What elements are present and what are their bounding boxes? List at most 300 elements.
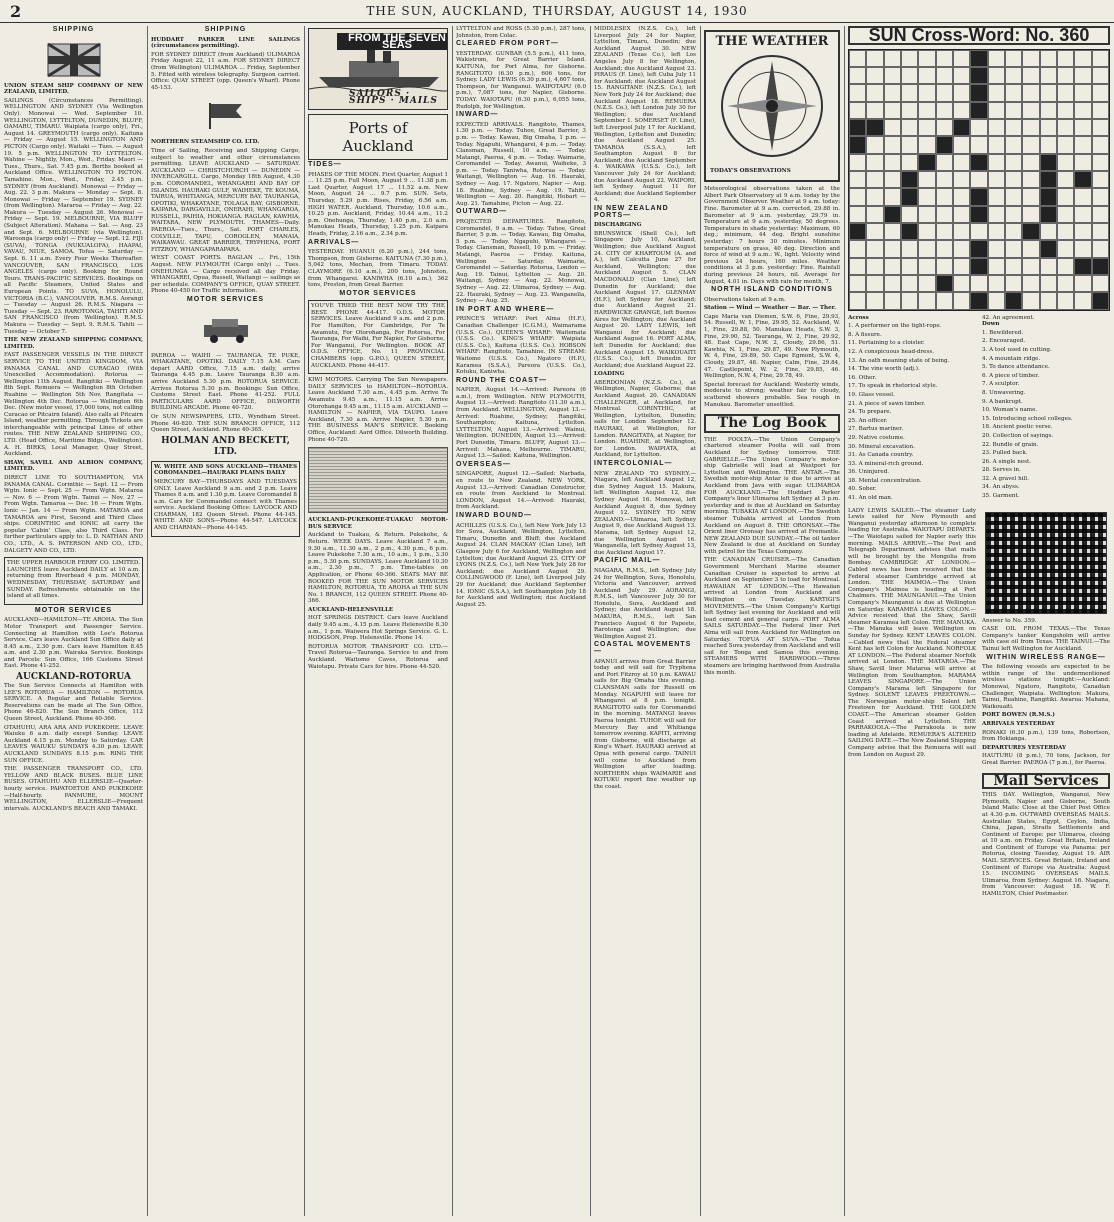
crossword-clue: 31. As Canada country. bbox=[848, 452, 914, 459]
crossword-cell bbox=[884, 67, 901, 84]
crossword-cell bbox=[1022, 206, 1039, 223]
article-text: YESTERDAY. GUNBAR (5.5 p.m.), 411 tons, Wakistrom, for Great Barrier Island. KAITUNA, for Port Alma, for Gisborne. RANGITOTO (6.30 p.m.), 606 tons, for Sydney. LADY LEWIS (6.30 p.m.), 4,607 tons, Thompson, for Wanganui. WAIPOTAPU (6.0 p.m.), 7,087 tons, for Napier, Gisborne. TODAY. WAIOTAPU (6.30 p.m.), 6,055 tons, Rudolph, for Wellington. bbox=[456, 50, 586, 110]
crossword-cell bbox=[988, 171, 1005, 188]
article-text: FAST PASSENGER VESSELS IN THE DIRECT SERVICE TO THE UNITED KINGDOM, VIA PANAMA CANAL AND CURACAO (With Unexcelled Accommodation). Rotorua — Wellington 11th August. Rangitiki — Wellington 8th Sept. Remuera — Wellington 8th October. Ruahine — Wellington 5th Nov. Rangitata — Wellington 4th Dec. Rotorua — Wellington 6th Dec. (New motor vessel, 17,000 tons, not calling Curacao or Pitcairn Island). Also calls at Pitcairn Island, weather permitting. Through Tickets are interchangeable with principal Lines of other routes. THE NEW ZEALAND SHIPPING CO., LTD. (Head Office, Maritime Bldgs., Wellington). A. H. BIRKS, Local Manager, Quay Street, Auckland. bbox=[4, 352, 143, 458]
crossword-cell bbox=[866, 258, 883, 275]
crossword-clue: 6. A piece of timber. bbox=[982, 372, 1040, 379]
down-clues bbox=[982, 330, 1110, 500]
section-heading: INWARD— bbox=[456, 111, 499, 119]
crossword-cell bbox=[936, 171, 953, 188]
crossword-cell bbox=[1092, 84, 1109, 101]
column-rule bbox=[304, 26, 305, 1216]
crossword-cell bbox=[849, 206, 866, 223]
crossword-cell bbox=[936, 154, 953, 171]
crossword-cell bbox=[866, 67, 883, 84]
crossword-cell bbox=[918, 223, 935, 240]
crossword-cell bbox=[988, 188, 1005, 205]
crossword-clue: 34. An abyss. bbox=[982, 484, 1020, 491]
crossword-cell bbox=[1074, 84, 1091, 101]
crossword-cell bbox=[936, 119, 953, 136]
crossword-cell bbox=[953, 258, 970, 275]
crossword-cell bbox=[953, 188, 970, 205]
crossword-cell bbox=[1005, 84, 1022, 101]
crossword-cell bbox=[918, 50, 935, 67]
masthead bbox=[0, 0, 1114, 23]
crossword-cell bbox=[936, 136, 953, 153]
column-rule bbox=[147, 26, 148, 1216]
weather-dial-icon bbox=[717, 51, 827, 161]
crossword-cell bbox=[1057, 50, 1074, 67]
crossword-clue: 19. Glass vessel. bbox=[848, 391, 895, 398]
crossword-cell bbox=[901, 275, 918, 292]
crossword-cell bbox=[1074, 258, 1091, 275]
crossword-cell bbox=[1005, 136, 1022, 153]
article-text: Meteorological observations taken at the Albert Park Observatory at 9 a.m. today by the Government Observer. Weather at 9 a.m. today: Fine. Barometer at 9 a.m. corrected, 29.88 in. Barometer at 9 a.m. yesterday, 29.79 in. Temperature at 9 a.m. yesterday, 50 degrees. Temperature in shade yesterday: Maximum, 60 deg.; minimum, 44 deg. Bright sunshine yesterday: 7 hours 30 minutes. Minimum temperature on grass, 40 deg. Direction and force of wind at 9 a.m.: W., light. Velocity wind previous 24 hours, 160 miles. Weather conditions at 3 p.m. yesterday: Fine. Rainfall during previous 24 hours, nil. Average for August, 4.01 in. Days with rain for month, 7. bbox=[704, 186, 840, 285]
crossword-cell bbox=[901, 67, 918, 84]
weather-box bbox=[704, 30, 840, 182]
crossword-cell bbox=[970, 206, 987, 223]
crossword-cell bbox=[970, 223, 987, 240]
section-heading: COASTAL MOVEMENTS— bbox=[594, 641, 692, 656]
article-text: NAPIER, August 14.—Arrived: Pareora (6 a.m.), from Wellington. NEW PLYMOUTH, August 13.—Arrived: Rangitoto (11.30 a.m.), from Auckland. WELLINGTON, August 13.—Arrived: Ruahine, Sydney; Rangitiki, Southampton; Kaituna, Lyttelton. LYTTELTON, August 13.—Arrived: Wainui, Wellington. DUNEDIN, August 13.—Arrived: Port Dunedin, Timaru. BLUFF, August 13.—Arrived: Mahana, Melbourne. TIMARU, August 13.—Sailed: Kaituna, Wellington. bbox=[456, 387, 586, 460]
crossword-cell bbox=[936, 258, 953, 275]
article-text: SINGAPORE, August 12.—Sailed: Narbada, en route to New Zealand. NEW YORK, August 13.—Arrived: Canadian Constructor, en route from Auckland to Montreal. LONDON, August 14.—Arrived: Hauraki, from Auckland. bbox=[456, 471, 586, 511]
article-text: SAILINGS (Circumstances Permitting). WELLINGTON AND SYDNEY (Via Wellington Only). Monowai — Wed. September 10. WELLINGTON, LYTTELTON, DUNEDIN, BLUFF, OAMARU, TIMARU. Waipiata (cargo only), Fri., August 14. GREYMOUTH (cargo only). Kaituna — Friday — August 15. WELLINGTON AND PICTON (Cargo only). Waitaki — Tues. — August 19. 5 p.m. WELLINGTON TO LYTTELTON. Wahine — Nightly, Mon., Wed., Friday. Maori — Tues., Thurs., Sat. 7.45 p.m. Berths booked at Auckland Office. WELLINGTON TO PICTON. Tamahine. Mon., Wed., Friday, 2.45 p.m. SYDNEY (from Auckland). Monowai — Friday — Aug. 22. 3 p.m. Makura — Monday — Sept. 8. Monowai — Friday — September 19. SYDNEY (from Wellington). Mararoa — Friday — Aug. 22. Makura — Tuesday — August 26. Monowai — Friday — Sept. 19. MELBOURNE, VIA BLUFF (Subject Alteration). Mahana — Sat. — Aug. 23 and Sept. 6. MELBOURNE (via Wellington). Waroonga (cargo only) — Friday — Sept. 12. FIJI (SUVA), TONGA (NUKUALOFA), HAAPAI, VAVAU, NIUE, SAMOA. Tofua — Saturday — Sept. 6. 11 a.m. Every Four Weeks Thereafter. VANCOUVER, SAN FRANCISCO, LOS ANGELES (cargo only). Booking for Round Tours. TRANS-PACIFIC SERVICES. Bookings on all Pacific Steamers, United States and European Points. TO SUVA, HONOLULU, VICTORIA (B.C.), VANCOUVER. R.M.S. Aorangi — Tuesday — August 26. R.M.S. Niagara — Tuesday — Sept. 23. RAROTONGA, TAHITI AND SAN FRANCISCO (from Wellington). R.M.S. Makura — Tuesday — Sept. 9. R.M.S. Tahiti — Tuesday — October 7. bbox=[4, 97, 143, 335]
crossword-clue: 38. Mental concentration. bbox=[848, 477, 922, 484]
crossword-cell bbox=[936, 240, 953, 257]
crossword-clue: 1. Bewildered. bbox=[982, 329, 1024, 336]
crossword-cell bbox=[1092, 206, 1109, 223]
section-heading: INTERCOLONIAL— bbox=[594, 460, 673, 467]
article-text: THE CANADIAN CRUISER.—The Canadian Government Merchant Marine steamer Canadian Cruiser is expected to arrive at Auckland on September 3 to load for Montreal. HAWAIIAN AT LONDON.—The Hawaiian arrived at London from Auckland and Wellington on Tuesday. KARTIGI'S MOVEMENTS.—The Union Company's Kartigi left Sydney last evening for Auckland and will load cement and general cargo. PORT ALMA SAILS SATURDAY.—The Federal liner Port Alma will sail from Auckland for Wellington on Saturday. TOFUA AT SUVA.—The Tofua reached Suva yesterday from Auckland and will sail for Tonga and Samoa this evening. STEAMERS WITH HARDWOOD.—Three steamers are bringing hardwood from Australia this month. bbox=[704, 557, 840, 676]
section-heading: IN NEW ZEALAND PORTS— bbox=[594, 205, 669, 219]
company-name: HUDDART PARKER LINE SAILINGS (circumstances permitting). bbox=[151, 36, 300, 50]
crossword-cell bbox=[918, 188, 935, 205]
crossword-clue: 23. Pulled back. bbox=[982, 450, 1028, 457]
crossword-cell bbox=[1005, 206, 1022, 223]
crossword-cell bbox=[1074, 67, 1091, 84]
article-text: LYTTELTON and ROSS (5.30 p.m.), 287 tons, Johnston, from Colac. bbox=[456, 26, 586, 39]
section-heading: MOTOR SERVICES bbox=[339, 289, 417, 297]
sub-heading: TODAY'S OBSERVATIONS bbox=[710, 167, 791, 174]
crossword-cell bbox=[1092, 154, 1109, 171]
crossword-cell bbox=[849, 292, 866, 309]
column-2 bbox=[151, 26, 300, 1218]
crossword-cell bbox=[918, 171, 935, 188]
crossword-cell bbox=[1005, 119, 1022, 136]
clue-heading: Down bbox=[982, 321, 1000, 328]
crossword-cell bbox=[1092, 223, 1109, 240]
crossword-cell bbox=[970, 67, 987, 84]
crossword-cell bbox=[1022, 171, 1039, 188]
crossword-cell bbox=[849, 102, 866, 119]
crossword-cell bbox=[1092, 275, 1109, 292]
crossword-cell bbox=[970, 258, 987, 275]
crossword-cell bbox=[849, 223, 866, 240]
answer-and-mail bbox=[982, 508, 1110, 900]
article-text: RONAKI (6.30 p.m.), 139 tons, Robertson, from Hokianga. bbox=[982, 729, 1110, 743]
crossword-cell bbox=[1092, 136, 1109, 153]
section-heading: ARRIVALS— bbox=[308, 238, 360, 246]
white-sons-ad bbox=[151, 461, 300, 537]
crossword-cell bbox=[953, 223, 970, 240]
crossword-cell bbox=[866, 119, 883, 136]
crossword-cell bbox=[884, 240, 901, 257]
crossword-cell bbox=[1057, 67, 1074, 84]
section-heading: IN PORT AND WHERE— bbox=[456, 305, 555, 313]
crossword-cell bbox=[1092, 292, 1109, 309]
article-text: HAUTURU (8 p.m.), 70 tons, Jackson, for Great Barrier. PAEROA (7 p.m.), for Paeroa. bbox=[982, 753, 1110, 766]
crossword-clue: 5. To dance attendance. bbox=[982, 364, 1050, 371]
crossword-clue: 29. Native costume. bbox=[848, 434, 905, 441]
crossword-cell bbox=[1040, 154, 1057, 171]
crossword-cell bbox=[1074, 275, 1091, 292]
crossword-cell bbox=[1057, 206, 1074, 223]
article-text: OTAHUHU, ARA ARA AND PUKEKOHE. LEAVE Waiuku 6 a.m. daily except Sunday. LEAVE Auckland 4.15 p.m. Monday to Saturday. CAR LEAVES WAIUKU SUNDAYS 4.30 p.m. LEAVE AUCKLAND SUNDAYS 8.15 p.m. RING THE SUN OFFICE. bbox=[4, 724, 143, 764]
crossword-cell bbox=[970, 136, 987, 153]
crossword-clue: 20. Collection of sayings. bbox=[982, 432, 1054, 439]
mail-services-title: Mail Services bbox=[982, 773, 1110, 790]
crossword-clue: 41. An old man. bbox=[848, 495, 893, 502]
crossword-cell bbox=[1092, 102, 1109, 119]
crossword-clue: 35. Garment. bbox=[982, 493, 1020, 500]
crossword-cell bbox=[1040, 206, 1057, 223]
article-text: Special forecast for Auckland: Westerly winds, moderate to strong; weather fair to cloudy, scattered showers probable. Sea rough in Manukau. Barometer unsettled. bbox=[704, 381, 840, 408]
column-rule bbox=[844, 26, 845, 1216]
crossword-cell bbox=[970, 240, 987, 257]
article-text: BRUNSWICK (Shell Co.), left Singapore July 10, Auckland, Wellington; due Auckland August 24. CITY OF KHARTOUM (A. and A.), left Calcutta June 27 for Auckland, Wellington; due Auckland August 5. CLAN MACDONALD (Clan Line), left Dunedin for Auckland; due Auckland August 17. GLENMAY (H.F.), left Sydney for Auckland; due Auckland August 21. HARDWICKE GRANGE, left Buenos Aires for Wellington; due Auckland August 20. LADY LEWIS, left Wanganui for Auckland; due Auckland August 16. PORT ALMA, left Dunedin for Auckland; due Auckland August 15. WAIKOUAITI (U.S.S. Co.), left Dunedin for Auckland; due Auckland August 22. bbox=[594, 230, 696, 369]
article-text: HOT SPRINGS DISTRICT. Cars leave Auckland daily 9.45 a.m., 4.15 p.m. Leave Helensville 8.30 a.m., 1 p.m. Waiwera Hot Springs Service. G. L. HODGSON, Prop. Helensville. Phone 14. bbox=[308, 615, 448, 642]
crossword-cell bbox=[901, 240, 918, 257]
article-text: MIDDLESEX (N.Z.S. Co.), left Liverpool July 24 for Napier, Lyttelton, Timaru, Dunedin; due Auckland August 30. NEW ZEALAND (Texas Co.), left Los Angeles July 8 for Wellington, Auckland; due Auckland August 23. PIRAUS (F. Line), left Cuba July 11 for Auckland; due Auckland August 15. RANGITANE (N.Z.S. Co.), left New York July 24 for Auckland; due Auckland August 18. REMUERA (N.Z.S. Co.), left London July 30 for Wellington; due Auckland September 1. SOMERSET (F. Line), left Liverpool July 17 for Auckland, Wellington, Lyttelton and Dunedin; due Auckland August 25. TAMAROA (S.S.A.), left Southampton August 8 for Auckland; due Auckland September 4. WAIKAWA (U.S.S. Co.), left Vancouver July 24 for Auckland; due Auckland August 22. WAIPORI, left Sydney August 11 for Auckland; due Auckland September 4. bbox=[594, 26, 696, 204]
crossword-cell bbox=[901, 258, 918, 275]
crossword-cell bbox=[918, 240, 935, 257]
crossword-clue: 25. An officer. bbox=[848, 417, 888, 424]
crossword-cell bbox=[866, 188, 883, 205]
crossword-cell bbox=[866, 50, 883, 67]
crossword-cell bbox=[1057, 171, 1074, 188]
crossword-cell bbox=[1040, 84, 1057, 101]
crossword-cell bbox=[988, 102, 1005, 119]
article-text: ABERDONIAN (N.Z.S. Co.), at Wellington, Napier, Gisborne; due Auckland August 20. CANADIAN CHALLENGER, at Auckland, for Montreal. CORINTHIC, at Wellington, Lyttelton, Dunedin; sails for London September 12. HAURAKI, at Wellington, for London. RANGITATA, at Napier, for London. RUAHINE, at Wellington, for London. WAIPIATA, at Auckland, for Lyttelton. bbox=[594, 379, 696, 459]
crossword-cell bbox=[1040, 50, 1057, 67]
crossword-cell bbox=[1074, 223, 1091, 240]
ad-title: W. WHITE AND SONS AUCKLAND—THAMES COROMANDEL—HAURAKI PLAINS DAILY bbox=[154, 463, 297, 477]
newspaper-title: THE SUN, AUCKLAND, THURSDAY, AUGUST 14, 1930 bbox=[366, 4, 748, 18]
company-name: SHAW, SAVILL AND ALBION COMPANY, LIMITED. bbox=[4, 459, 143, 473]
crossword-cell bbox=[901, 84, 918, 101]
sub-heading: ARRIVALS YESTERDAY bbox=[982, 720, 1055, 727]
crossword-cell bbox=[1092, 171, 1109, 188]
crossword-cell bbox=[953, 102, 970, 119]
crossword-cell bbox=[866, 102, 883, 119]
crossword-cell bbox=[1074, 188, 1091, 205]
crossword-cell bbox=[884, 171, 901, 188]
crossword-cell bbox=[1005, 292, 1022, 309]
crossword-cell bbox=[1040, 188, 1057, 205]
article-text: PAEROA — WAIHI — TAURANGA. TE PUKE, WHAKATANE, OPOTIKI. DAILY 7.15 A.M. Cars depart AARD Office, 7.15 a.m. daily, arrive Tauranga 4.45 p.m. Leave Tauranga 8.30 a.m. arrive Auckland 5.30 p.m. ROTORUA SERVICE. Arrives Rotorua 5.30 p.m. Bookings: Sun Office, Customs Street East. Phone 41-252. FULL PARTICULARS AARD OFFICE, DILWORTH BUILDING ARCADE. Phone 40-720. bbox=[151, 352, 300, 412]
column-1 bbox=[4, 26, 143, 1218]
company-flag-icon bbox=[4, 37, 143, 83]
crossword-cell bbox=[953, 67, 970, 84]
crossword-cell bbox=[884, 258, 901, 275]
crossword-cell bbox=[1022, 119, 1039, 136]
column-6 bbox=[704, 26, 840, 1218]
crossword-cell bbox=[918, 119, 935, 136]
crossword-cell bbox=[1074, 154, 1091, 171]
crossword-cell bbox=[1040, 102, 1057, 119]
crossword-cell bbox=[918, 275, 935, 292]
crossword-clue: 16. Other. bbox=[848, 374, 877, 381]
crossword-cell bbox=[1022, 154, 1039, 171]
crossword-cell bbox=[849, 188, 866, 205]
seven-seas-banner bbox=[308, 28, 448, 110]
crossword-cell bbox=[884, 206, 901, 223]
crossword-cell bbox=[1040, 119, 1057, 136]
column-4 bbox=[456, 26, 586, 1218]
crossword-cell bbox=[988, 258, 1005, 275]
crossword-cell bbox=[953, 84, 970, 101]
crossword-clue: 10. Woman's name. bbox=[982, 407, 1038, 414]
crossword-answer-grid bbox=[985, 512, 1107, 614]
crossword-clue: 12. A conspicuous head-dress. bbox=[848, 348, 934, 355]
crossword-cell bbox=[988, 223, 1005, 240]
crossword-cell bbox=[901, 292, 918, 309]
crossword-cell bbox=[901, 188, 918, 205]
crossword-cell bbox=[1057, 292, 1074, 309]
crossword-cell bbox=[953, 171, 970, 188]
article-text: Observations taken at 9 a.m. bbox=[704, 296, 786, 303]
article-text: PRINCE'S WHARF: Port Alma (H.F.), Canadian Challenger (C.G.M.), Waimarama (U.S.S. Co.). QUEEN'S WHARF: Waitemata (U.S.S. Co.). KING'S WHARF: Waipiata (U.S.S. Co.), Kaituna (U.S.S. Co.). HOBSON WHARF: Rangitoto, Tamahine. IN STREAM: Waitomo (U.S.S. Co.), Ngatoro (H.P.), Karamea (S.S.A.), Pareora (U.S.S. Co.), Kotuku, Kaniwha. bbox=[456, 316, 586, 376]
article-text: ACHILLES (U.S.S. Co.), left New York July 13 for Suva, Auckland, Wellington, Lyttelton, Timaru, Dunedin and Bluff; due Auckland August 24. CLAN MACKAY (Clan Line), left Glasgow July 6 for Auckland, Wellington and Lyttelton; due Auckland August 23. CITY OF LYONS (N.Z.S. Co.), left New York July 28 for Auckland; due Auckland August 29. COLLINGWOOD (F. Line), left Liverpool July 29 for Auckland; due Auckland September 14. IONIC (S.S.A.), left Southampton July 18 for Auckland and Wellington; due Auckland August 25. bbox=[456, 522, 586, 608]
article-text: YESTERDAY. HUANUI (6.20 p.m.), 244 tons, Thompson, from Gisborne. KAITUNA (7.30 p.m.), 5,042 tons, Mechan, from Timaru. TODAY. CLAYMORE (6.10 a.m.), 200 tons, Johnston, from Whangarei. KANIWHA (6.10 a.m.), 362 tons, Preston, from Great Barrier. bbox=[308, 249, 448, 289]
crossword-cell bbox=[970, 119, 987, 136]
crossword-cell bbox=[866, 136, 883, 153]
article-text: ROTORUA MOTOR TRANSPORT CO. LTD.—Travel Rotorua—Tauranga. Service to and from Auckland. Waitomo Caves, Rotorua and Waiotapu. Private Cars for hire. Phone 44-520. bbox=[308, 643, 448, 670]
crossword-cell bbox=[866, 171, 883, 188]
crossword-cell bbox=[901, 136, 918, 153]
crossword-cell bbox=[849, 119, 866, 136]
banner-title: FROM THE SEVEN SEAS bbox=[337, 33, 448, 50]
logbook-title: The Log Book bbox=[704, 414, 840, 433]
sub-heading: LOADING bbox=[594, 371, 625, 378]
crossword-clue: 22. Bundle of grain. bbox=[982, 441, 1039, 448]
article-text: DIRECT LINE TO SOUTHAMPTON, VIA PANAMA CANAL. Corinthic — Sept. 12 — From Wgtn. Ionic — Sept. 25 — From Wgtn. Mataroa — Nov. 6 — From Wgtn. Tainui — Nov. 27 — From Wgtn. Tamaroa — Dec. 16 — From Wgtn. Ionic — Jan. 14 — From Wgtn. MATAROA and TAMAROA are First, Second and Third Class ships. CORINTHIC and IONIC all carry the popular 'Cabin' Class, also Third Class. For further particulars apply to: L. D. NATHAN AND CO., LTD., A. S. PATERSON AND CO., LTD., DALGETY AND CO., LTD. bbox=[4, 475, 143, 554]
section-heading: MOTOR SERVICES bbox=[186, 296, 265, 303]
crossword-cell bbox=[1005, 223, 1022, 240]
crossword-cell bbox=[1005, 188, 1022, 205]
crossword-cell bbox=[1092, 258, 1109, 275]
article-text: THIS DAY. Wellington, Wanganui, New Plymouth, Napier and Gisborne, South Island Mails: Close at the Chief Post Office at 4.30 p.m. OUTWARD OVERSEAS MAILS. Australian States, Egypt, Ceylon, India, China, Japan, Straits Settlements and Continent of Europe: per Ulimaroa, closing at 10 a.m. on Friday. Great Britain, Ireland and Continent of Europe via Panama: per Rotorua, closing Tuesday, August 19. AIR MAIL SERVICES. Great Britain, Ireland and Continent of Europe via Australia: August 15. INCOMING OVERSEAS MAILS. Ulimaroa, from Sydney: August 16. Niagara, from Vancouver: August 18. W. F. HAMILTON, Chief Postmaster. bbox=[982, 792, 1110, 898]
crossword-cell bbox=[1022, 84, 1039, 101]
crossword-cell bbox=[953, 50, 970, 67]
article-text: CASE OIL FROM TEXAS.—The Texas Company's tanker Kungsholm will arrive with case oil from Texas. THE TAINUI.—The Tainui left Wellington for Auckland. bbox=[982, 626, 1110, 653]
crossword-cell bbox=[1074, 240, 1091, 257]
crossword-cell bbox=[936, 102, 953, 119]
crossword-cell bbox=[1074, 50, 1091, 67]
crossword-cell bbox=[988, 67, 1005, 84]
article-text: AUCKLAND—HAMILTON—TE AROHA. The Sun Motor Transport and Passenger Service. Connecting at Hamilton with Lee's Rotorua Service. Cars leave Auckland Sun Office daily at 8.45 a.m., 2.30 p.m. Cars leave Hamilton 8.45 a.m. and 2.30 p.m. Wairaka Service. Bookings and Parcels: Sun Office, 166 Customs Street East. Phone 41-252. bbox=[4, 617, 143, 670]
lower-right-section bbox=[848, 508, 1110, 900]
crossword-cell bbox=[1005, 240, 1022, 257]
section-heading: OUTWARD— bbox=[456, 208, 508, 216]
ad-title: AUCKLAND-PUKEKOHE-TUAKAU MOTOR-BUS SERVICE bbox=[308, 517, 448, 530]
crossword-cell bbox=[970, 50, 987, 67]
column-5 bbox=[594, 26, 696, 1218]
crossword-cell bbox=[849, 275, 866, 292]
crossword-cell bbox=[1040, 136, 1057, 153]
crossword-cell bbox=[953, 119, 970, 136]
article-text: EXPECTED ARRIVALS. Rangitoto, Thames, 1.30 p.m. — Today. Tuhoe, Great Barrier, 3 p.m. — Today. Kawau, Big Omaha, 1 p.m. — Today. Ngapuhi, Whangarei, 4 p.m. — Today. Clansman, Russell, 10 a.m. — Today. Matangi, Paeroa, 4 p.m. — Today. Waimarie, Coromandel — Today. Awanui, Waiheke, 3 p.m. — Today. Taniwha, Rotorua — Today. Waitangi, Wellington — Aug. 16. Hauraki, Sydney — Aug. 17. Ngatoro, Napier — Aug. 18. Ruahine, Sydney — Aug. 19. Tahiti, Wellington — Aug. 20. Rangitiki, Hobart — Aug. 21. Tamahine, Picton — Aug. 22. bbox=[456, 121, 586, 207]
crossword-cell bbox=[884, 275, 901, 292]
crossword-cell bbox=[953, 240, 970, 257]
crossword-clue: 9. A bankrupt. bbox=[982, 398, 1023, 405]
column-rule bbox=[700, 26, 701, 1216]
crossword-clue: 27. Bartus mariner. bbox=[848, 426, 904, 433]
clue-heading: Across bbox=[848, 314, 869, 321]
article-text: PROJECTED DEPARTURES. Rangitoto, Coromandel, 9 a.m. — Today. Tuhoe, Great Barrier, 5 p.m. — Today. Kawau, Big Omaha, 5 p.m. — Today. Ngapuhi, Whangarei — Today. Clansman, Russell, 10 p.m. — Friday. Matangi, Paeroa — Friday. Kaituna, Wellington — Saturday. Waimarie, Coromandel — Saturday. Rotorua, London — Aug. 19. Tainui, Lyttelton — Aug. 20. Waitangi, Sydney — Aug. 22. Monowai, Sydney — Aug. 22. Ulimaroa, Sydney — Aug. 22. Hauraki, Sydney — Aug. 23. Wanganella, Sydney — Aug. 25. bbox=[456, 219, 586, 305]
article-text: NIAGARA, R.M.S., left Sydney July 24 for Wellington, Suva, Honolulu, Victoria and Vancouver; arrived Auckland July 29. AORANGI, R.M.S., left Vancouver July 30 for Honolulu, Suva, Auckland and Sydney; due Auckland August 18. MAKURA, R.M.S., left San Francisco August 6 for Papeete, Rarotonga and Wellington; due Wellington August 21. bbox=[594, 567, 696, 640]
answer-caption: Answer to No. 359. bbox=[982, 617, 1037, 624]
crossword-cell bbox=[988, 292, 1005, 309]
crossword-cell bbox=[970, 102, 987, 119]
crossword-cell bbox=[1074, 102, 1091, 119]
crossword-cell bbox=[1005, 275, 1022, 292]
crossword-cell bbox=[901, 119, 918, 136]
crossword-cell bbox=[901, 223, 918, 240]
crossword-cell bbox=[988, 206, 1005, 223]
article-text: The Sun Service Connects at Hamilton with LEE'S ROTORUA — HAMILTON — ROTORUA SERVICE. A Regular and Reliable Service. Reservations can be made at The Sun Office, Phone 46-820. The Sun Branch Office, 112 Queen Street, Auckland. Phone 40-366. bbox=[4, 683, 143, 723]
column-3 bbox=[308, 26, 448, 1218]
crossword-cell bbox=[849, 240, 866, 257]
crossword-cell bbox=[953, 154, 970, 171]
crossword-cell bbox=[901, 102, 918, 119]
crossword-cell bbox=[953, 136, 970, 153]
crossword-cell bbox=[1022, 223, 1039, 240]
article-text: FOR SYDNEY DIRECT (from Auckland) ULIMAROA Friday August 22, 11 a.m. FOR SYDNEY DIRECT (from Wellington) ULIMAROA ... Friday, September 5. Fitted with wireless telegraphy. Surgeon carried. Office: QUAY STREET (opp. Queen's Wharf). Phone 45-153. bbox=[151, 51, 300, 91]
crossword-cell bbox=[1040, 258, 1057, 275]
crossword-cell bbox=[1022, 292, 1039, 309]
crossword-cell bbox=[849, 84, 866, 101]
crossword-clue: 14. The vine worth (adj.). bbox=[848, 366, 920, 373]
crossword-cell bbox=[988, 84, 1005, 101]
ad-title: HOLMAN AND BECKETT, LTD. bbox=[161, 435, 290, 457]
column-rule bbox=[452, 26, 453, 1216]
sub-heading: DISCHARGING bbox=[594, 222, 642, 229]
section-heading: CLEARED FROM PORT— bbox=[456, 40, 559, 48]
crossword-cell bbox=[970, 171, 987, 188]
crossword-cell bbox=[1005, 50, 1022, 67]
section-heading: WITHIN WIRELESS RANGE— bbox=[986, 653, 1106, 661]
crossword-clue: 3. A tool used in cutting. bbox=[982, 346, 1052, 353]
article-text: Or SUN NEWSPAPERS, LTD., Wyndham Street. Phone 40-820. THE SUN BRANCH OFFICE, 112 Queen Street, Auckland. Phone 40-365. bbox=[151, 413, 300, 434]
crossword-cell bbox=[1022, 188, 1039, 205]
crossword-cell bbox=[1022, 67, 1039, 84]
section-heading: SHIPPING bbox=[204, 26, 247, 33]
article-text: THE UPPER HARBOUR FERRY CO. LIMITED. LAUNCHES leave Auckland DAILY at 10 a.m. returning from Riverhead 4 p.m. MONDAY, WEDNESDAY, THURSDAY, SATURDAY and SUNDAY. Refreshments obtainable on the island at all times. bbox=[7, 560, 140, 600]
crossword-cell bbox=[884, 84, 901, 101]
ad-title: AUCKLAND-HELENSVILLE bbox=[308, 606, 394, 613]
article-text: Time of Sailing, Receiving and Shipping Cargo, subject to weather and other circumstances permitting. LEAVE AUCKLAND — SATURDAY. AUCKLAND — CHRISTCHURCH — DUNEDIN — INVERCARGILL. Cargo, Monday 18th August, 4.30 p.m. COROMANDEL, WHANGAREI AND BAY OF ISLANDS. HAURAKI GULF, WAIHEKE, TE KOUMA, TAIRUA, WHITIANGA, MERCURY BAY. TAURANGA, OPOTIKI, WHAKATANE, TOLAGA BAY, GISBORNE. KAIPARA, DARGAVILLE, ONERAHI, WHANGAROA, RUSSELL, PAIHIA, HOKIANGA. RAGLAN, KAWHIA, WAITARA, NEW PLYMOUTH. THAMES—Daily. PAEROA—Tues., Thurs., Sat. PORT CHARLES, COLVILLE, TAPU, COROGLEN, MANAIA, WAIKAWAU. GREAT BARRIER, TRYPHENA, PORT FITZROY, WHANGAPARAPARA. bbox=[151, 147, 300, 253]
crossword-cell bbox=[936, 275, 953, 292]
crossword-clue: 21. A piece of sawn timber. bbox=[848, 400, 926, 407]
company-name: NORTHERN STEAMSHIP CO. LTD. bbox=[151, 139, 260, 146]
crossword-clue: 15. Introducing school colleges. bbox=[982, 415, 1073, 422]
article-text: YOU'VE TRIED THE REST NOW TRY THE BEST. PHONE 44-417. O.D.S. MOTOR SERVICES. Leave Auckland 9 a.m. and 2 p.m. For Hamilton, For Cambridge, For Te Awamutu, For Otorohanga, For Rotorua, For Tauranga, For Waihi, For Napier, For Gisborne, For Wanganui, For Wellington. BOOK AT O.D.S. OFFICE, No. 11 PROVINCIAL CHAMBERS (opp. G.P.O.), QUEEN STREET, AUCKLAND. Phone 44-417. bbox=[311, 303, 445, 369]
crossword-cell bbox=[884, 292, 901, 309]
crossword-clue: 30. Mineral excavation. bbox=[848, 443, 915, 450]
crossword-cell bbox=[1040, 275, 1057, 292]
crossword-cell bbox=[970, 154, 987, 171]
section-heading: SHIPPING bbox=[52, 26, 95, 33]
crossword-cell bbox=[1005, 154, 1022, 171]
crossword-cell bbox=[884, 223, 901, 240]
crossword-cell bbox=[1074, 136, 1091, 153]
section-heading: OVERSEAS— bbox=[456, 460, 511, 468]
shipping-notes bbox=[848, 508, 976, 900]
crossword-cell bbox=[849, 136, 866, 153]
crossword-cell bbox=[866, 223, 883, 240]
crossword-cell bbox=[884, 50, 901, 67]
crossword-clue: 4. A mountain ridge. bbox=[982, 355, 1041, 362]
article-text: WEST COAST PORTS. RAGLAN ... Fri., 15th August. NEW PLYMOUTH (Cargo only) ... Tues. ONEHUNGA — Cargo received all day Friday. WHANGAREI, Opua, Russell, Waitangi — sailings as per schedule. COMPANY'S OFFICE, QUAY STREET. Phone 40-450 for Traffic information. bbox=[151, 255, 300, 295]
crossword-cell bbox=[1022, 240, 1039, 257]
crossword-cell bbox=[849, 50, 866, 67]
crossword-cell bbox=[970, 275, 987, 292]
crossword-cell bbox=[884, 136, 901, 153]
crossword-cell bbox=[936, 67, 953, 84]
crossword-cell bbox=[1005, 67, 1022, 84]
article-text: Cape Maria van Diemen, S.W. 6, Fine, 29.93, 54. Russell, W. 1, Fine, 29.95, 52. Auckland, W. 1, Fine, 29.88, 50. Manukau Heads, S.W. 3, Fine, 29.90, 52. Tauranga, W. 2, Fine, 29.92, 48. East Cape, N.W. 2, Cloudy, 29.86, 51. Kawhia, N. 1, Fine, 29.87, 49. New Plymouth, W. 4, Fine, 29.89, 50. Cape Egmont, S.W. 4, Cloudy, 29.87, 48. Napier, Calm, Fine, 29.84, 47. Castlepoint, W. 2, Fine, 29.85, 46. Wellington, N.W. 4, Fine, 29.78, 49. bbox=[704, 313, 840, 380]
crossword-clue: 32. A gravel hill. bbox=[982, 475, 1029, 482]
crossword-cell bbox=[866, 154, 883, 171]
crossword-cell bbox=[866, 292, 883, 309]
crossword-clue: 1. A performer on the tight-rope. bbox=[848, 323, 942, 330]
crossword-clue: 13. An oath meaning state of being. bbox=[848, 357, 950, 364]
crossword-cell bbox=[901, 171, 918, 188]
article-text: LADY LEWIS SAILED.—The steamer Lady Lewis sailed for New Plymouth and Wanganui yesterday afternoon to complete loading for Australia. WAIOTAPU DEPARTS.—The Waiotapu sailed for Napier early this morning. MAILS ARRIVE.—The Post and Telegraph Department advises that mails will be brought by the Mongolia from Bombay. CAMBRIDGE AT LONDON.—Cabled news has been received that the Federal steamer Cambridge arrived at London. THE MAIMOA.—The Union Company's Maimoa is loading at Port Chalmers. THE MAUNGANUI.—The Union Company's Maunganui is due at Wellington on Saturday. KARAMEA LEAVES COLON.—Advice received that the Shaw, Savill steamer Karamea left Colon. THE MANUKA.—The Manuka will leave Wellington on Sunday for Sydney. KENT LEAVES COLON.—Cabled news that the Federal steamer Kent has left Colon for Auckland. NORFOLK AT LONDON.—The Federal steamer Norfolk arrived at London. THE MATAROA.—The Shaw, Savill liner Mataroa will arrive at Wellington from Southampton. MARAMA LEAVES SINGAPORE.—The Union Company's Marama left Singapore for Sydney. SOLENT LEAVES FREETOWN.—The Norwegian motor-ship Solent left Freetown for Auckland. THE GOLDEN COAST.—The American steamer Golden Coast arrived at Lyttelton. THE PARRAKOOLA.—The Parrakoola is now loading at Adelaide. REMUERA'S ALTERED SAILING DATE.—The New Zealand Shipping Company advise that the Remuera will sail from London on August 29. bbox=[848, 507, 976, 758]
crossword-clue: 7. A sculptor. bbox=[982, 381, 1020, 388]
crossword-cell bbox=[1057, 240, 1074, 257]
crossword-cell bbox=[884, 102, 901, 119]
crossword-cell bbox=[970, 84, 987, 101]
crossword-cell bbox=[1022, 102, 1039, 119]
crossword-cell bbox=[849, 67, 866, 84]
crossword-cell bbox=[918, 258, 935, 275]
crossword-cell bbox=[1005, 171, 1022, 188]
banner-subtitle: SAILORS · SHIPS · MAILS bbox=[349, 89, 438, 106]
article-text: PHASES OF THE MOON. First Quarter, August 1 ... 11.25 p.m. Full Moon, August 9 ... 11.38 p.m. Last Quarter, August 17 ... 11.52 a.m. New Moon, August 24 ... 9.7 p.m. SUN. Sets, Thursday, 5.29 p.m. Rises, Friday, 6.56 a.m. HIGH WATER. Auckland, Thursday, 10.6 a.m., 10.25 p.m. Auckland, Friday, 10.44 a.m., 11.2 p.m. Onehunga, Thursday, 1.40 p.m., 2.0 a.m. Manukau Heads, Thursday, 1.25 p.m. Kaipara Heads, Friday, 2.16 a.m., 2.34 p.m. bbox=[308, 171, 448, 237]
crossword-cell bbox=[1092, 188, 1109, 205]
article-text: KIWI MOTORS. Carrying The Sun Newspapers. DAILY SERVICES to HAMILTON—ROTORUA. Leave Auckland 7.30 a.m., 4.45 p.m. Arrive Te Awamutu 9.45 a.m., 11.15 a.m. Arrive Otorohanga 9.45 a.m., 11.15 a.m. AUCKLAND — HAMILTON — NAPIER, VIA TAUPO. Leave Auckland, 7.30 a.m. Arrive Napier, 5.30 p.m. THE BUSINESS MAN'S SERVICE. Booking Office, Auckland: Aard Office. Dilworth Building. Phone 40-720. bbox=[308, 377, 448, 443]
crossword-clue: 26. A single nest. bbox=[982, 458, 1032, 465]
crossword-cell bbox=[1057, 102, 1074, 119]
company-flag-icon bbox=[151, 93, 300, 139]
crossword-cell bbox=[1074, 171, 1091, 188]
motor-car-icon bbox=[151, 307, 300, 353]
crossword-cell bbox=[918, 206, 935, 223]
bus-photo bbox=[308, 447, 448, 513]
crossword-cell bbox=[866, 206, 883, 223]
crossword-cell bbox=[866, 275, 883, 292]
ports-title: Ports of Auckland bbox=[308, 114, 448, 160]
crossword-cell bbox=[988, 154, 1005, 171]
crossword-clue: 40. Sober. bbox=[848, 486, 877, 493]
crossword-cell bbox=[953, 275, 970, 292]
section-heading: MOTOR SERVICES bbox=[34, 606, 113, 614]
company-name: THE NEW ZEALAND SHIPPING COMPANY, LIMITED. bbox=[4, 337, 143, 350]
article-text: APANUI arrives from Great Barrier today and will sail for Tryphena and Port Fitzroy at 10 p.m. KAWAU sails for Big Omaha this evening. CLANSMAN sails for Russell on Monday. NGAPUHI will leave for Whangarei at 8 p.m. tonight. RANGITOTO sails for Coromandel in the morning. MATANGI leaves Paeroa tonight. TUHOE will sail for Mercury Bay and Whitianga tomorrow evening. KAPITI, arriving from Gisborne, will discharge at King's Wharf. HAURAKI arrived at Opua with general cargo. TAINUI will come to Auckland from Wellington after loading. NORTHERN ships WAIMARIE and KOTUKU report fine weather up the coast. bbox=[594, 658, 696, 790]
